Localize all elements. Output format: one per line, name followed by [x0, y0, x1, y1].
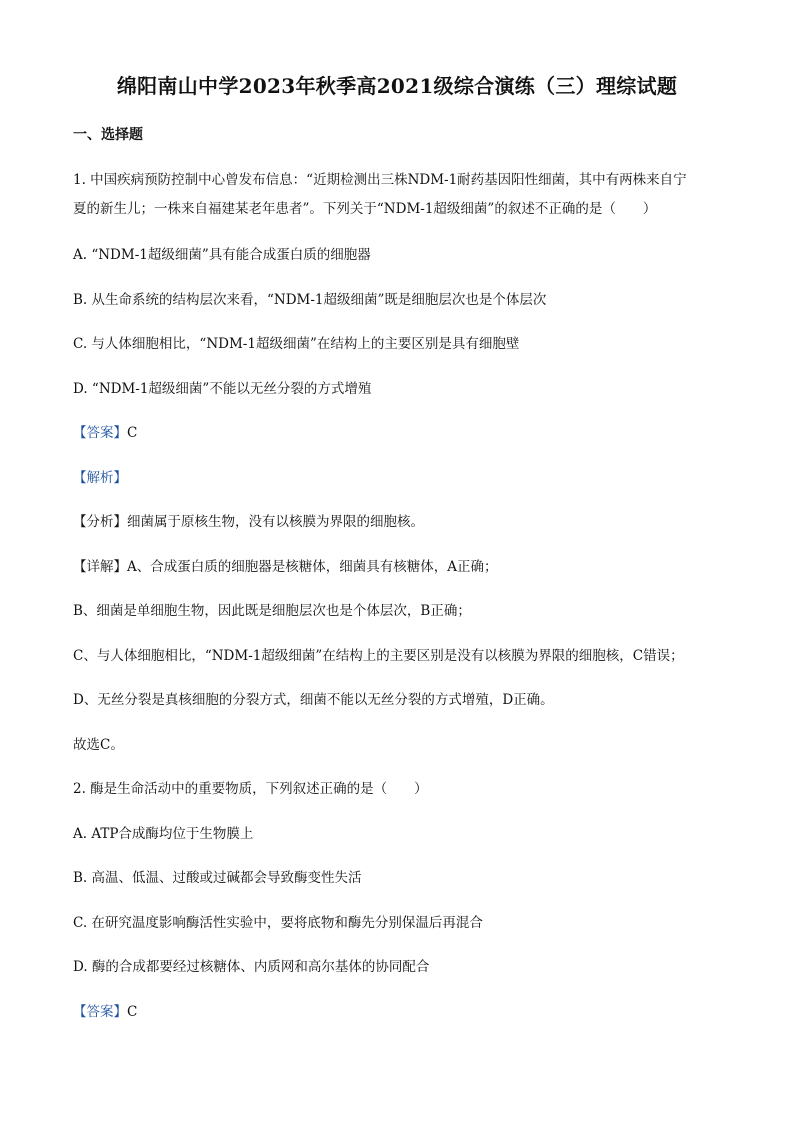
q1-stem-line1: 1. 中国疾病预防控制中心曾发布信息：“近期检测出三株NDM-1耐药基因阳性细菌，其中有两株来自宁	[73, 172, 687, 188]
q2-option-b: B. 高温、低温、过酸或过碱都会导致酶变性失活	[73, 870, 362, 886]
answer-value: C	[127, 1004, 138, 1020]
answer-value: C	[127, 425, 138, 441]
q1-xiangjie-b: B、细菌是单细胞生物，因此既是细胞层次也是个体层次，B正确；	[73, 603, 471, 619]
q1-option-d: D. “NDM-1超级细菌”不能以无丝分裂的方式增殖	[73, 381, 372, 397]
q1-conclusion: 故选C。	[73, 737, 124, 753]
q1-option-a: A. “NDM-1超级细菌”具有能合成蛋白质的细胞器	[73, 247, 371, 263]
q1-answer	[73, 421, 137, 441]
q1-fenxi	[73, 510, 424, 530]
q1-stem-line2: 夏的新生儿；一株来自福建某老年患者”。下列关于“NDM-1超级细菌”的叙述不正确的是（ ）	[73, 201, 657, 217]
analysis-tag: 【解析】	[73, 470, 127, 486]
q1-xiangjie-d: D、无丝分裂是真核细胞的分裂方式，细菌不能以无丝分裂的方式增殖，D正确。	[73, 692, 554, 708]
fenxi-tag: 【分析】	[73, 514, 127, 530]
q1-option-c: C. 与人体细胞相比，“NDM-1超级细菌”在结构上的主要区别是具有细胞壁	[73, 336, 520, 352]
answer-tag: 【答案】	[73, 425, 127, 441]
q1-xiangjie-c: C、与人体细胞相比，“NDM-1超级细菌”在结构上的主要区别是没有以核膜为界限的细胞核，C错误；	[73, 648, 684, 664]
xiangjie-a-text: A、合成蛋白质的细胞器是核糖体，细菌具有核糖体，A正确；	[127, 559, 498, 575]
q2-answer	[73, 1000, 137, 1020]
q2-option-a: A. ATP合成酶均位于生物膜上	[73, 826, 254, 842]
q2-stem: 2. 酶是生命活动中的重要物质，下列叙述正确的是（ ）	[73, 781, 428, 797]
document-title: 绵阳南山中学2023年秋季高2021级综合演练（三）理综试题	[116, 74, 678, 98]
q1-option-b: B. 从生命系统的结构层次来看，“NDM-1超级细菌”既是细胞层次也是个体层次	[73, 292, 547, 308]
q1-analysis	[73, 466, 127, 486]
fenxi-text: 细菌属于原核生物，没有以核膜为界限的细胞核。	[127, 514, 424, 530]
xiangjie-tag: 【详解】	[73, 559, 127, 575]
answer-tag: 【答案】	[73, 1004, 127, 1020]
section-heading: 一、选择题	[73, 127, 143, 143]
q1-xiangjie-a	[73, 555, 498, 575]
q2-option-c: C. 在研究温度影响酶活性实验中，要将底物和酶先分别保温后再混合	[73, 915, 483, 931]
q2-option-d: D. 酶的合成都要经过核糖体、内质网和高尔基体的协同配合	[73, 959, 430, 975]
